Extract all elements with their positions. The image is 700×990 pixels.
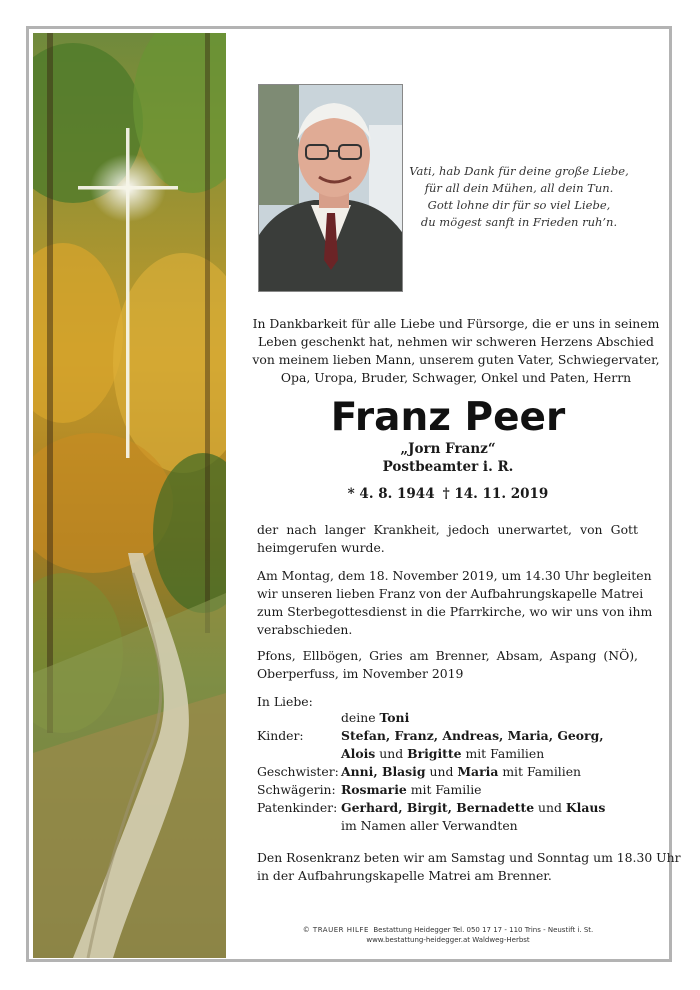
footer-imprint	[252, 925, 644, 945]
verse-line: für all dein Mühen, all dein Tun.	[424, 181, 614, 195]
conjunction: und	[538, 800, 562, 815]
death-date: † 14. 11. 2019	[442, 486, 549, 502]
siblings-suffix: mit Familien	[502, 764, 582, 779]
footer-line1: Bestattung Heidegger Tel. 050 17 17 - 110 Trins - Neustift i. St.	[373, 926, 594, 934]
paragraph-line: zum Sterbegottesdienst in die Pfarrkirche, wo wir uns von ihm	[257, 604, 653, 619]
paragraph-line: Am Montag, dem 18. November 2019, um 14.30 Uhr begleiten	[257, 568, 652, 583]
godchildren-label: Patenkinder:	[257, 800, 338, 815]
wife-name: Toni	[379, 710, 410, 725]
sister-in-law-row	[257, 781, 657, 799]
intro-line: Opa, Uropa, Bruder, Schwager, Onkel und Paten, Herrn	[280, 370, 632, 385]
godchild-name: Klaus	[565, 800, 606, 815]
godchildren-names: Gerhard, Birgit, Bernadette	[341, 800, 535, 815]
birth-date: * 4. 8. 1944	[347, 486, 435, 502]
wife-row	[257, 709, 657, 727]
paragraph-line: wir unseren lieben Franz von der Aufbahrungskapelle Matrei	[257, 586, 644, 601]
children-row-2	[257, 745, 657, 763]
sister-in-law-name: Rosmarie	[341, 782, 407, 797]
children-label: Kinder:	[257, 728, 304, 743]
wife-prefix: deine	[341, 710, 376, 725]
sister-in-law-suffix: mit Familie	[410, 782, 482, 797]
paragraph-line: in der Aufbahrungskapelle Matrei am Brenner.	[257, 868, 552, 883]
paragraph-line: heimgerufen wurde.	[257, 540, 385, 555]
passing-paragraph	[257, 521, 638, 557]
children-names: Stefan, Franz, Andreas, Maria, Georg,	[341, 728, 604, 743]
sister-in-law-label: Schwägerin:	[257, 782, 336, 797]
sibling-names: Anni, Blasig	[341, 764, 426, 779]
in-love-heading: In Liebe:	[257, 694, 313, 709]
conjunction: und	[379, 746, 404, 761]
verse-line: du mögest sanft in Frieden ruh’n.	[420, 215, 618, 229]
relatives-row	[257, 817, 657, 835]
deceased-name: Franz Peer	[330, 395, 566, 440]
places-date-paragraph	[257, 647, 638, 683]
verse-line: Gott lohne dir für so viel Liebe,	[427, 198, 611, 212]
conjunction: und	[429, 764, 454, 779]
sibling-name: Maria	[457, 764, 499, 779]
paragraph-line: verabschieden.	[257, 622, 353, 637]
siblings-row	[257, 763, 657, 781]
children-row	[257, 727, 657, 745]
life-dates	[252, 485, 644, 503]
rosary-paragraph	[257, 849, 681, 885]
intro-text	[252, 315, 660, 387]
deceased-nickname: „Jorn Franz“	[400, 441, 496, 457]
memorial-verse	[405, 163, 633, 231]
intro-line: von meinem lieben Mann, unserem guten Vater, Schwiegervater,	[252, 352, 660, 367]
footer-brand: © TRAUER HILFE	[302, 926, 369, 934]
children-suffix: mit Familien	[465, 746, 545, 761]
siblings-label: Geschwister:	[257, 764, 339, 779]
relatives-text: im Namen aller Verwandten	[341, 818, 518, 833]
forest-path-cross-image	[33, 33, 226, 958]
funeral-service-paragraph	[257, 567, 653, 639]
paragraph-line: Pfons, Ellbögen, Gries am Brenner, Absam, Aspang (NÖ),	[257, 648, 638, 663]
child-name: Alois	[341, 746, 376, 761]
intro-line: In Dankbarkeit für alle Liebe und Fürsorge, die er uns in seinem	[252, 316, 660, 331]
paragraph-line: Den Rosenkranz beten wir am Samstag und Sonntag um 18.30 Uhr	[257, 850, 681, 865]
paragraph-line: der nach langer Krankheit, jedoch unerwartet, von Gott	[257, 522, 638, 537]
godchildren-row	[257, 799, 657, 817]
verse-line: Vati, hab Dank für deine große Liebe,	[409, 164, 629, 178]
paragraph-line: Oberperfuss, im November 2019	[257, 666, 464, 681]
deceased-portrait-photo	[258, 84, 403, 292]
mourners-list	[257, 709, 657, 835]
child-name: Brigitte	[407, 746, 462, 761]
intro-line: Leben geschenkt hat, nehmen wir schweren Herzens Abschied	[258, 334, 654, 349]
deceased-occupation: Postbeamter i. R.	[382, 459, 514, 475]
footer-line2: www.bestattung-heidegger.at Waldweg-Herbst	[366, 936, 530, 944]
